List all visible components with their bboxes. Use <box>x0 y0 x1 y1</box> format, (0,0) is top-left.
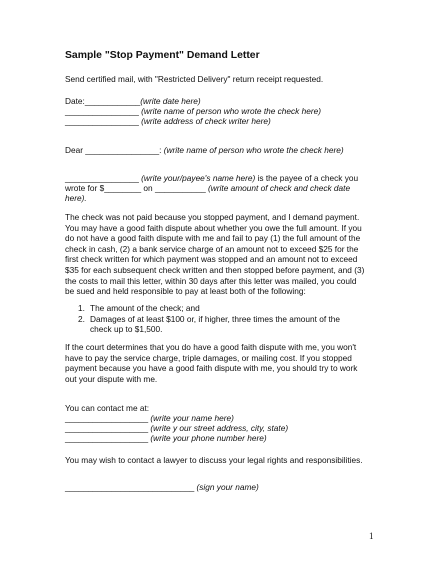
paragraph-line: have to pay the service charge, triple damages, or mailing cost. If you stopped <box>65 352 352 363</box>
paragraph-line: first check written for which payment was stopped and an amount not to exceed <box>65 254 358 265</box>
contact-address-line <box>65 423 288 434</box>
writer-address-line <box>65 116 271 127</box>
list-item <box>78 314 378 325</box>
paragraph-line: payment because you have a good faith dispute with me, you should try to work <box>65 363 358 374</box>
page-title: Sample "Stop Payment" Demand Letter <box>65 50 260 61</box>
lawyer-note: You may wish to contact a lawyer to discuss your legal rights and responsibilities. <box>65 455 363 465</box>
date-hint: (write date here) <box>140 96 201 106</box>
payee-line-2 <box>65 183 350 194</box>
payee-blank: ________________ <box>65 173 139 183</box>
amount-date-hint: (write amount of check and check date <box>208 183 351 193</box>
contact-name-hint: (write your name here) <box>150 413 234 423</box>
signature-blank: ____________________________ <box>65 482 195 492</box>
court-paragraph <box>65 342 385 384</box>
contact-name-blank: __________________ <box>65 413 149 423</box>
amount-date-hint-cont: here). <box>65 193 87 203</box>
salutation-label: Dear ________________: <box>65 145 162 155</box>
signature-hint: (sign your name) <box>196 482 259 492</box>
damages-list <box>78 303 378 335</box>
paragraph-line: $35 for each subsequent check written and then stopped before payment, and (3) <box>65 264 365 275</box>
writer-address-hint: (write address of check writer here) <box>141 116 271 126</box>
paragraph-line: check in cash, (2) a bank service charge of an amount not to exceed $25 for the <box>65 243 359 254</box>
list-number: 2. <box>78 313 85 324</box>
writer-name-line <box>65 106 321 117</box>
paragraph-line: out your dispute with me. <box>65 373 158 384</box>
contact-phone-line <box>65 433 267 444</box>
payee-tail: is the payee of a check you <box>257 173 359 183</box>
writer-name-blank: ________________ <box>65 106 139 116</box>
page-number: 1 <box>369 531 374 541</box>
date-label: Date:____________ <box>65 96 141 106</box>
list-text: The amount of the check; and <box>90 303 200 313</box>
amount-date-blanks: wrote for $________ on ___________ <box>65 183 206 193</box>
list-text: check up to $1,500. <box>90 324 163 335</box>
contact-address-blank: __________________ <box>65 423 149 433</box>
salutation-hint: (write name of person who wrote the check here) <box>163 145 344 155</box>
signature-line <box>65 482 259 493</box>
payee-hint: (write your/payee's name here) <box>141 173 256 183</box>
demand-paragraph <box>65 212 385 297</box>
contact-intro: You can contact me at: <box>65 403 150 413</box>
writer-name-hint: (write name of person who wrote the check here) <box>141 106 322 116</box>
date-line <box>65 96 201 107</box>
contact-phone-hint: (write your phone number here) <box>150 433 267 443</box>
list-item-continued <box>78 324 378 335</box>
paragraph-line: be sued and held responsible to pay at least both of the following: <box>65 286 306 297</box>
list-number: 1. <box>78 303 85 313</box>
paragraph-line: If the court determines that you do have a good faith dispute with me, you won't <box>65 342 357 352</box>
mailing-instruction: Send certified mail, with "Restricted Delivery" return receipt requested. <box>65 74 324 84</box>
paragraph-line: the costs to mail this letter, within 30 days after this letter was mailed, you could <box>65 275 357 286</box>
contact-name-line <box>65 413 234 424</box>
paragraph-line: The check was not paid because you stopped payment, and I demand payment. <box>65 212 360 222</box>
writer-address-blank: ________________ <box>65 116 139 126</box>
salutation-line <box>65 145 344 156</box>
list-item <box>78 303 378 314</box>
list-text: Damages of at least $100 or, if higher, three times the amount of the <box>90 313 340 324</box>
payee-line-1 <box>65 173 358 184</box>
contact-phone-blank: __________________ <box>65 433 149 443</box>
paragraph-line: You may have a good faith dispute about whether you owe the full amount. If you <box>65 222 362 233</box>
contact-address-hint: (write y our street address, city, state) <box>150 423 289 433</box>
paragraph-line: do not have a good faith dispute with me and fail to pay (1) the full amount of the <box>65 233 361 244</box>
